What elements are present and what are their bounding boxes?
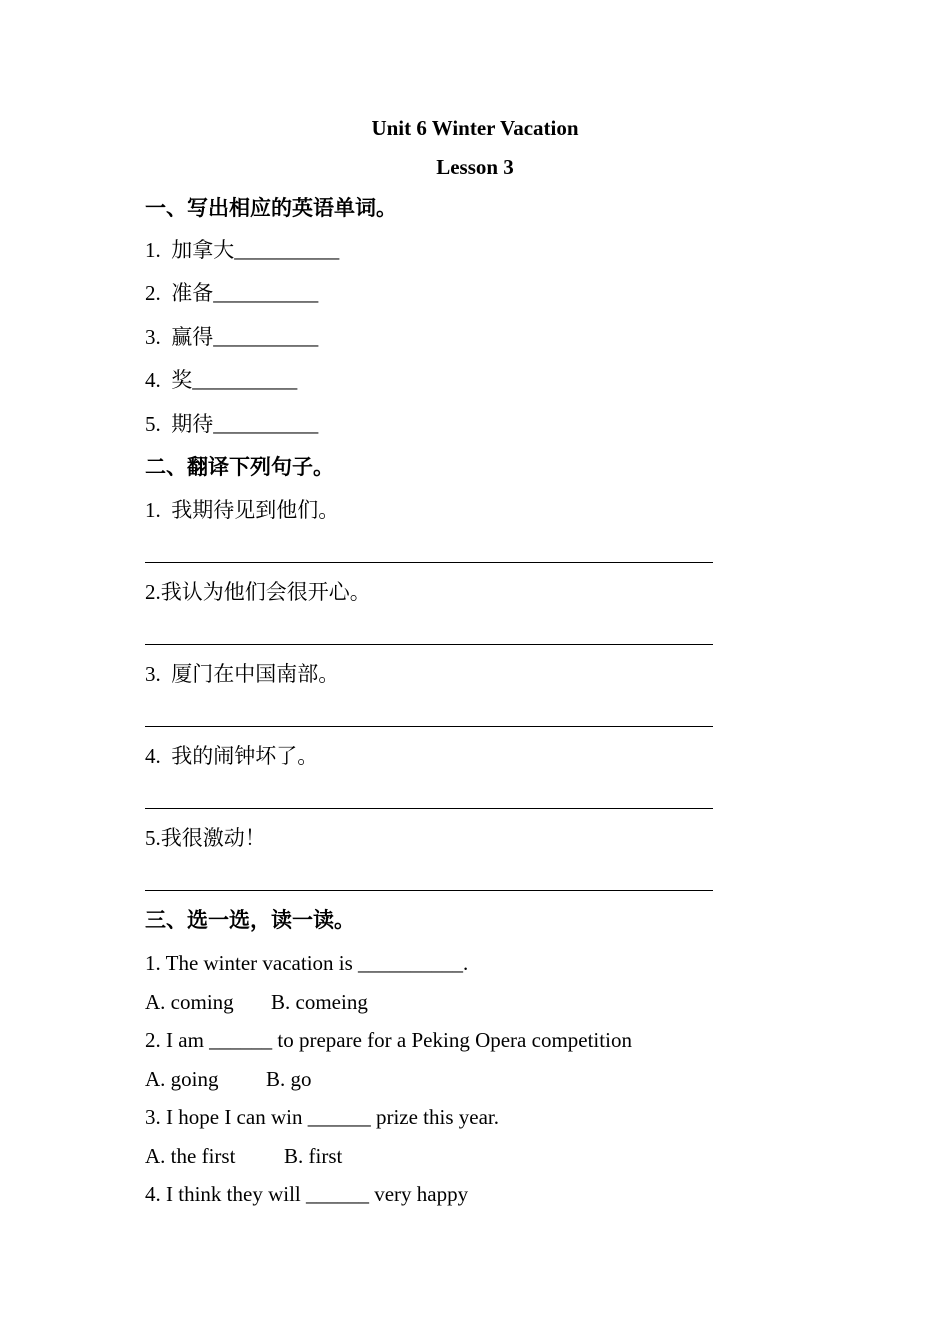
page-title: Unit 6 Winter Vacation bbox=[371, 116, 579, 140]
question-1-option-a: A. coming bbox=[145, 990, 234, 1014]
answer-line-5 bbox=[145, 890, 713, 891]
translate-item-3: 3. 厦门在中国南部。 bbox=[145, 662, 340, 686]
question-2-option-b: B. go bbox=[266, 1067, 312, 1091]
translate-item-1: 1. 我期待见到他们。 bbox=[145, 498, 340, 522]
translate-item-5: 5.我很激动！ bbox=[145, 826, 266, 850]
vocab-item-1: 1. 加拿大__________ bbox=[145, 238, 340, 262]
section-1-heading: 一、写出相应的英语单词。 bbox=[145, 196, 397, 220]
question-3-option-a: A. the first bbox=[145, 1144, 236, 1168]
vocab-item-3: 3. 赢得__________ bbox=[145, 325, 319, 349]
page-subtitle: Lesson 3 bbox=[436, 155, 514, 179]
section-2-heading: 二、翻译下列句子。 bbox=[145, 455, 334, 479]
vocab-item-5: 5. 期待__________ bbox=[145, 412, 319, 436]
translate-item-4: 4. 我的闹钟坏了。 bbox=[145, 744, 319, 768]
section-3-heading: 三、选一选，读一读。 bbox=[145, 908, 355, 932]
answer-line-2 bbox=[145, 644, 713, 645]
question-2-option-a: A. going bbox=[145, 1067, 219, 1091]
vocab-item-2: 2. 准备__________ bbox=[145, 281, 319, 305]
answer-line-1 bbox=[145, 562, 713, 563]
question-1: 1. The winter vacation is __________. bbox=[145, 951, 469, 975]
vocab-item-4: 4. 奖__________ bbox=[145, 368, 298, 392]
answer-line-4 bbox=[145, 808, 713, 809]
question-4: 4. I think they will ______ very happy bbox=[145, 1182, 469, 1206]
question-2: 2. I am ______ to prepare for a Peking Opera competition bbox=[145, 1028, 632, 1052]
question-1-option-b: B. comeing bbox=[271, 990, 368, 1014]
question-3: 3. I hope I can win ______ prize this year. bbox=[145, 1105, 499, 1129]
question-3-option-b: B. first bbox=[284, 1144, 343, 1168]
translate-item-2: 2.我认为他们会很开心。 bbox=[145, 580, 371, 604]
answer-line-3 bbox=[145, 726, 713, 727]
